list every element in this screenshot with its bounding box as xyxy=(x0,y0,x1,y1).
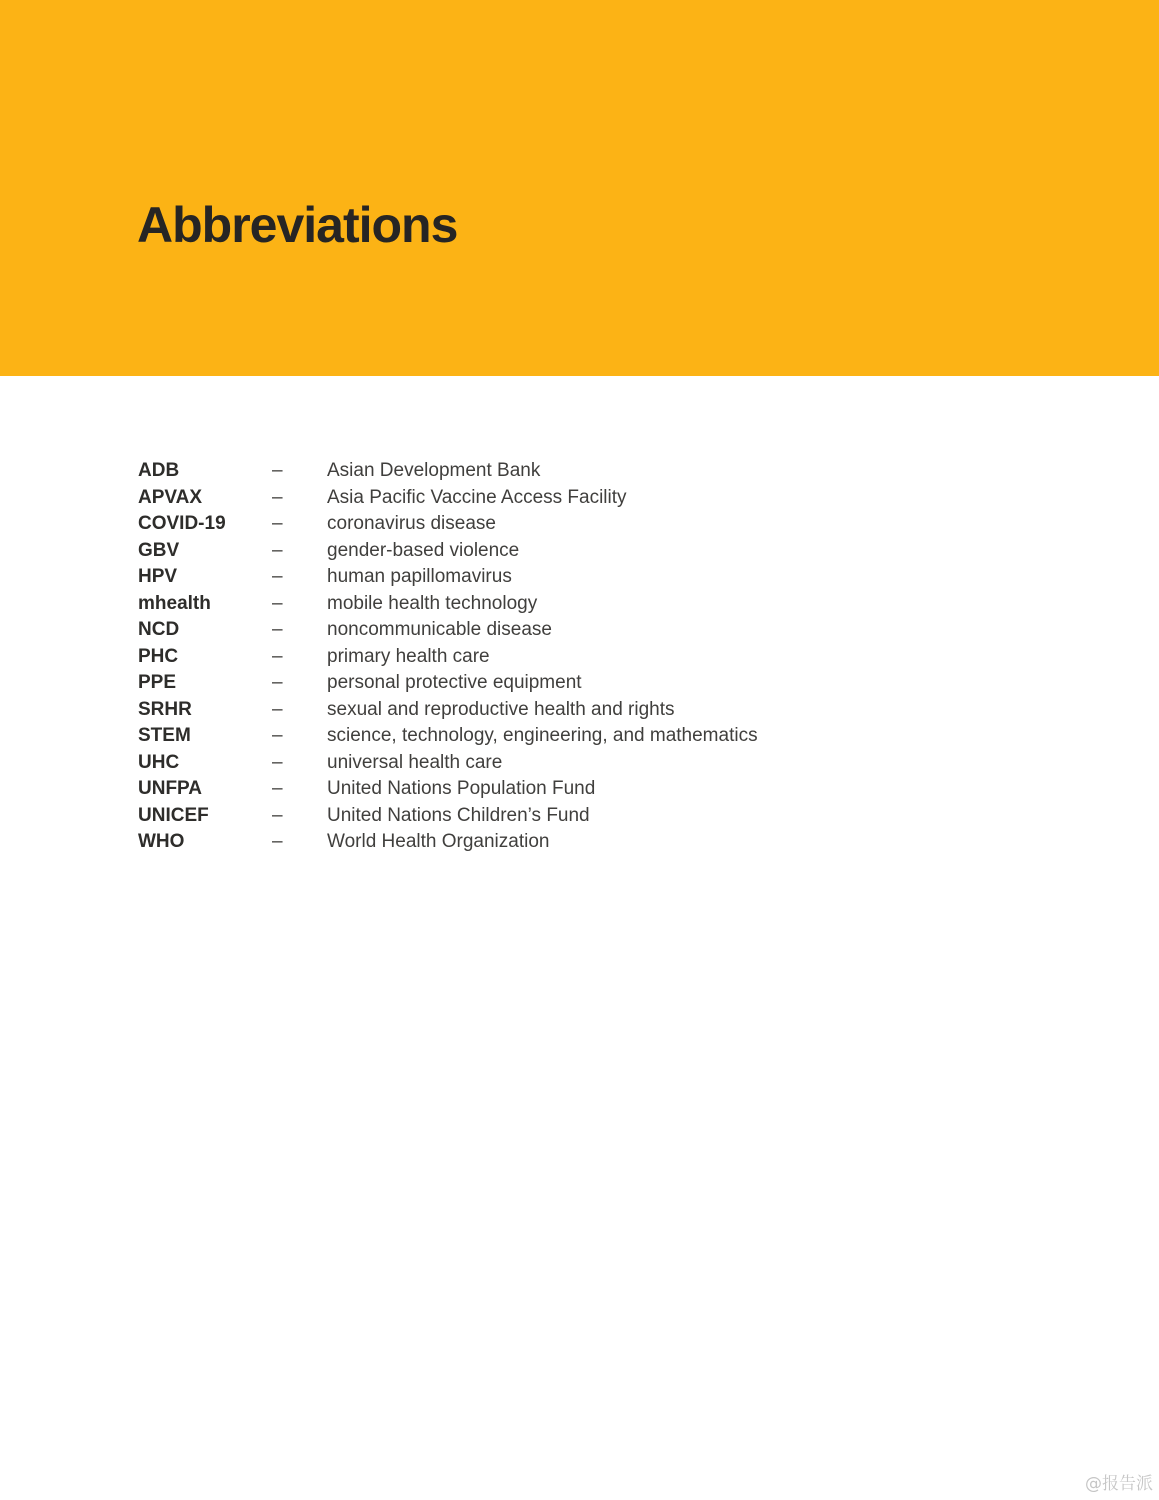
abbreviation-definition: sexual and reproductive health and rights xyxy=(327,698,675,720)
dash-separator: – xyxy=(272,486,283,508)
abbreviation-term: ADB xyxy=(138,460,180,481)
watermark: @报告派 xyxy=(1085,1474,1153,1495)
abbreviation-row xyxy=(138,564,1038,591)
abbreviation-definition: coronavirus disease xyxy=(327,513,496,534)
abbreviation-row xyxy=(138,829,1038,856)
dash-separator: – xyxy=(272,539,283,561)
abbreviations-list xyxy=(138,458,1038,856)
dash-separator: – xyxy=(272,831,283,852)
abbreviation-term: UNICEF xyxy=(138,804,209,826)
abbreviation-term: COVID-19 xyxy=(138,513,226,534)
abbreviation-term: SRHR xyxy=(138,698,192,720)
abbreviation-row xyxy=(138,538,1038,565)
dash-separator: – xyxy=(272,804,283,826)
abbreviation-definition: personal protective equipment xyxy=(327,672,582,693)
abbreviation-definition: United Nations Population Fund xyxy=(327,778,596,799)
abbreviation-row xyxy=(138,485,1038,512)
dash-separator: – xyxy=(272,672,283,693)
abbreviation-term: PPE xyxy=(138,672,177,693)
abbreviation-term: mhealth xyxy=(138,592,211,614)
abbreviation-definition: human papillomavirus xyxy=(327,566,512,587)
abbreviation-definition: Asia Pacific Vaccine Access Facility xyxy=(327,486,627,508)
abbreviation-row xyxy=(138,644,1038,671)
dash-separator: – xyxy=(272,698,283,720)
dash-separator: – xyxy=(272,460,283,481)
abbreviation-row xyxy=(138,697,1038,724)
abbreviation-term: WHO xyxy=(138,831,185,852)
abbreviation-term: PHC xyxy=(138,645,179,667)
abbreviation-definition: gender-based violence xyxy=(327,539,520,561)
abbreviation-row xyxy=(138,776,1038,803)
dash-separator: – xyxy=(272,725,283,746)
dash-separator: – xyxy=(272,513,283,534)
page-title: Abbreviations xyxy=(137,197,458,253)
abbreviation-definition: World Health Organization xyxy=(327,831,550,852)
abbreviation-term: HPV xyxy=(138,566,178,587)
abbreviation-row xyxy=(138,511,1038,538)
dash-separator: – xyxy=(272,566,283,587)
abbreviation-row xyxy=(138,591,1038,618)
abbreviation-definition: science, technology, engineering, and mathematics xyxy=(327,725,758,746)
abbreviation-definition: United Nations Children’s Fund xyxy=(327,804,590,826)
dash-separator: – xyxy=(272,592,283,614)
dash-separator: – xyxy=(272,619,283,640)
abbreviation-definition: mobile health technology xyxy=(327,592,538,614)
abbreviation-definition: Asian Development Bank xyxy=(327,460,541,481)
abbreviation-term: STEM xyxy=(138,725,191,746)
abbreviation-term: NCD xyxy=(138,619,180,640)
abbreviation-row xyxy=(138,750,1038,777)
abbreviation-term: UNFPA xyxy=(138,778,203,799)
abbreviation-row xyxy=(138,617,1038,644)
abbreviation-row xyxy=(138,803,1038,830)
abbreviation-row xyxy=(138,723,1038,750)
abbreviation-definition: noncommunicable disease xyxy=(327,619,552,640)
abbreviation-term: APVAX xyxy=(138,486,203,508)
dash-separator: – xyxy=(272,751,283,773)
header-banner xyxy=(0,0,1159,376)
abbreviation-term: UHC xyxy=(138,751,180,773)
abbreviation-row xyxy=(138,458,1038,485)
abbreviation-term: GBV xyxy=(138,539,180,561)
dash-separator: – xyxy=(272,645,283,667)
abbreviation-definition: universal health care xyxy=(327,751,503,773)
abbreviation-definition: primary health care xyxy=(327,645,490,667)
dash-separator: – xyxy=(272,778,283,799)
abbreviation-row xyxy=(138,670,1038,697)
